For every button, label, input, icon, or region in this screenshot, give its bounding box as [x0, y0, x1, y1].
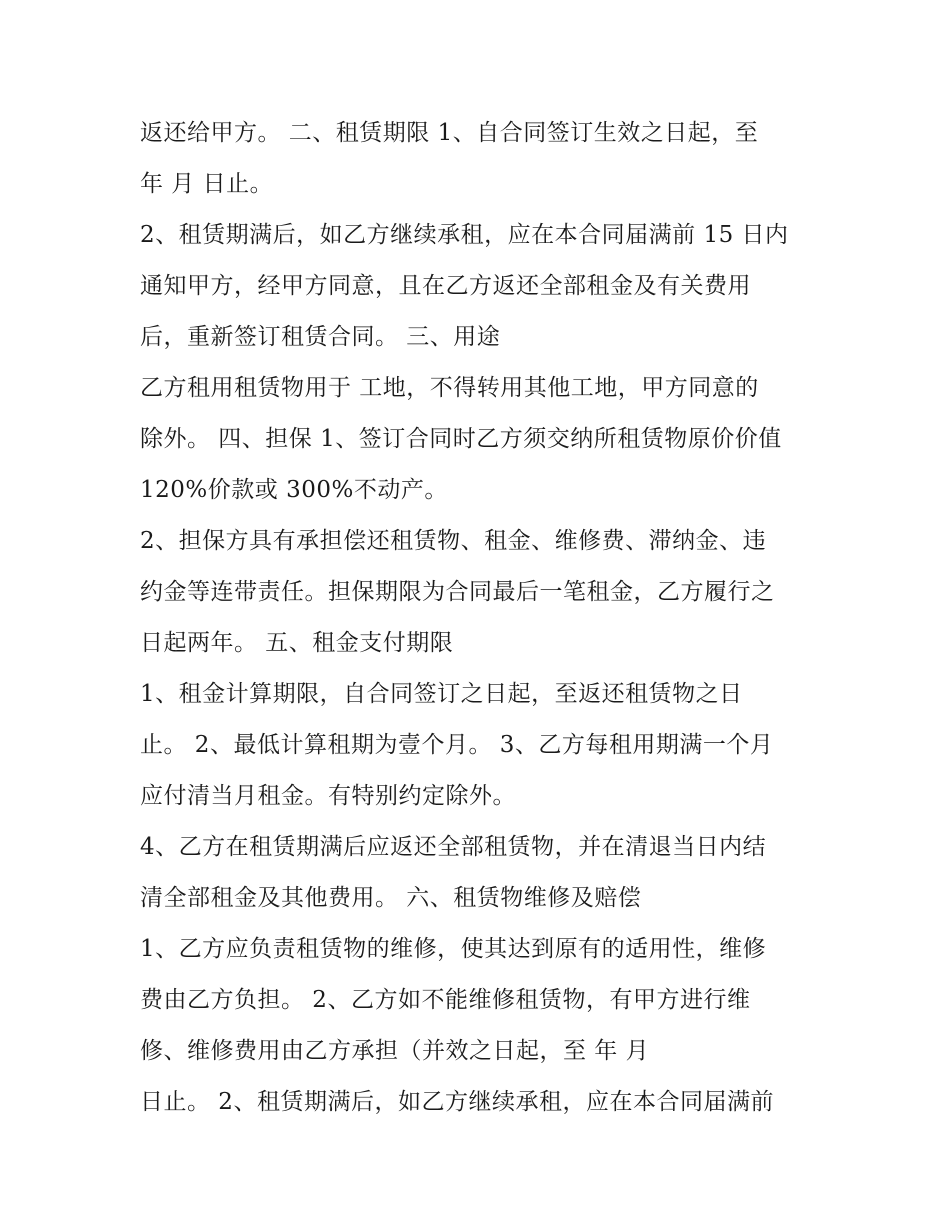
text-line: 通知甲方，经甲方同意，且在乙方返还全部租金及有关费用	[140, 273, 751, 299]
text-line: 修、维修费用由乙方承担（并效之日起，至 年 月	[140, 1038, 650, 1064]
text-line: 约金等连带责任。担保期限为合同最后一笔租金，乙方履行之	[140, 579, 775, 605]
text-line: 返还给甲方。 二、租赁期限 1、自合同签订生效之日起，至	[140, 120, 759, 146]
text-line: 2、担保方具有承担偿还租赁物、租金、维修费、滞纳金、违	[140, 528, 767, 554]
text-line: 清全部租金及其他费用。 六、租赁物维修及赔偿	[140, 885, 642, 911]
text-line: 1、租金计算期限，自合同签订之日起，至返还租赁物之日	[140, 681, 743, 707]
text-line: 应付清当月租金。有特别约定除外。	[140, 783, 516, 809]
text-line: 日起两年。 五、租金支付期限	[140, 630, 454, 656]
text-line: 后，重新签订租赁合同。 三、用途	[140, 324, 501, 350]
text-line: 1、乙方应负责租赁物的维修，使其达到原有的适用性，维修	[140, 936, 767, 962]
document-body	[140, 108, 830, 1128]
text-line: 费由乙方负担。 2、乙方如不能维修租赁物，有甲方进行维	[140, 987, 751, 1013]
text-line: 除外。 四、担保 1、签订合同时乙方须交纳所租赁物原价价值	[140, 426, 782, 452]
text-line: 120%价款或 300%不动产。	[140, 477, 448, 503]
text-line: 4、乙方在租赁期满后应返还全部租赁物，并在清退当日内结	[140, 834, 767, 860]
text-line: 2、租赁期满后，如乙方继续承租，应在本合同届满前 15 日内	[140, 222, 789, 248]
text-line: 日止。 2、租赁期满后，如乙方继续承租，应在本合同届满前	[140, 1089, 774, 1115]
text-line: 乙方租用租赁物用于 工地，不得转用其他工地，甲方同意的	[140, 375, 759, 401]
text-line: 年 月 日止。	[140, 171, 274, 197]
text-line: 止。 2、最低计算租期为壹个月。 3、乙方每租用期满一个月	[140, 732, 774, 758]
